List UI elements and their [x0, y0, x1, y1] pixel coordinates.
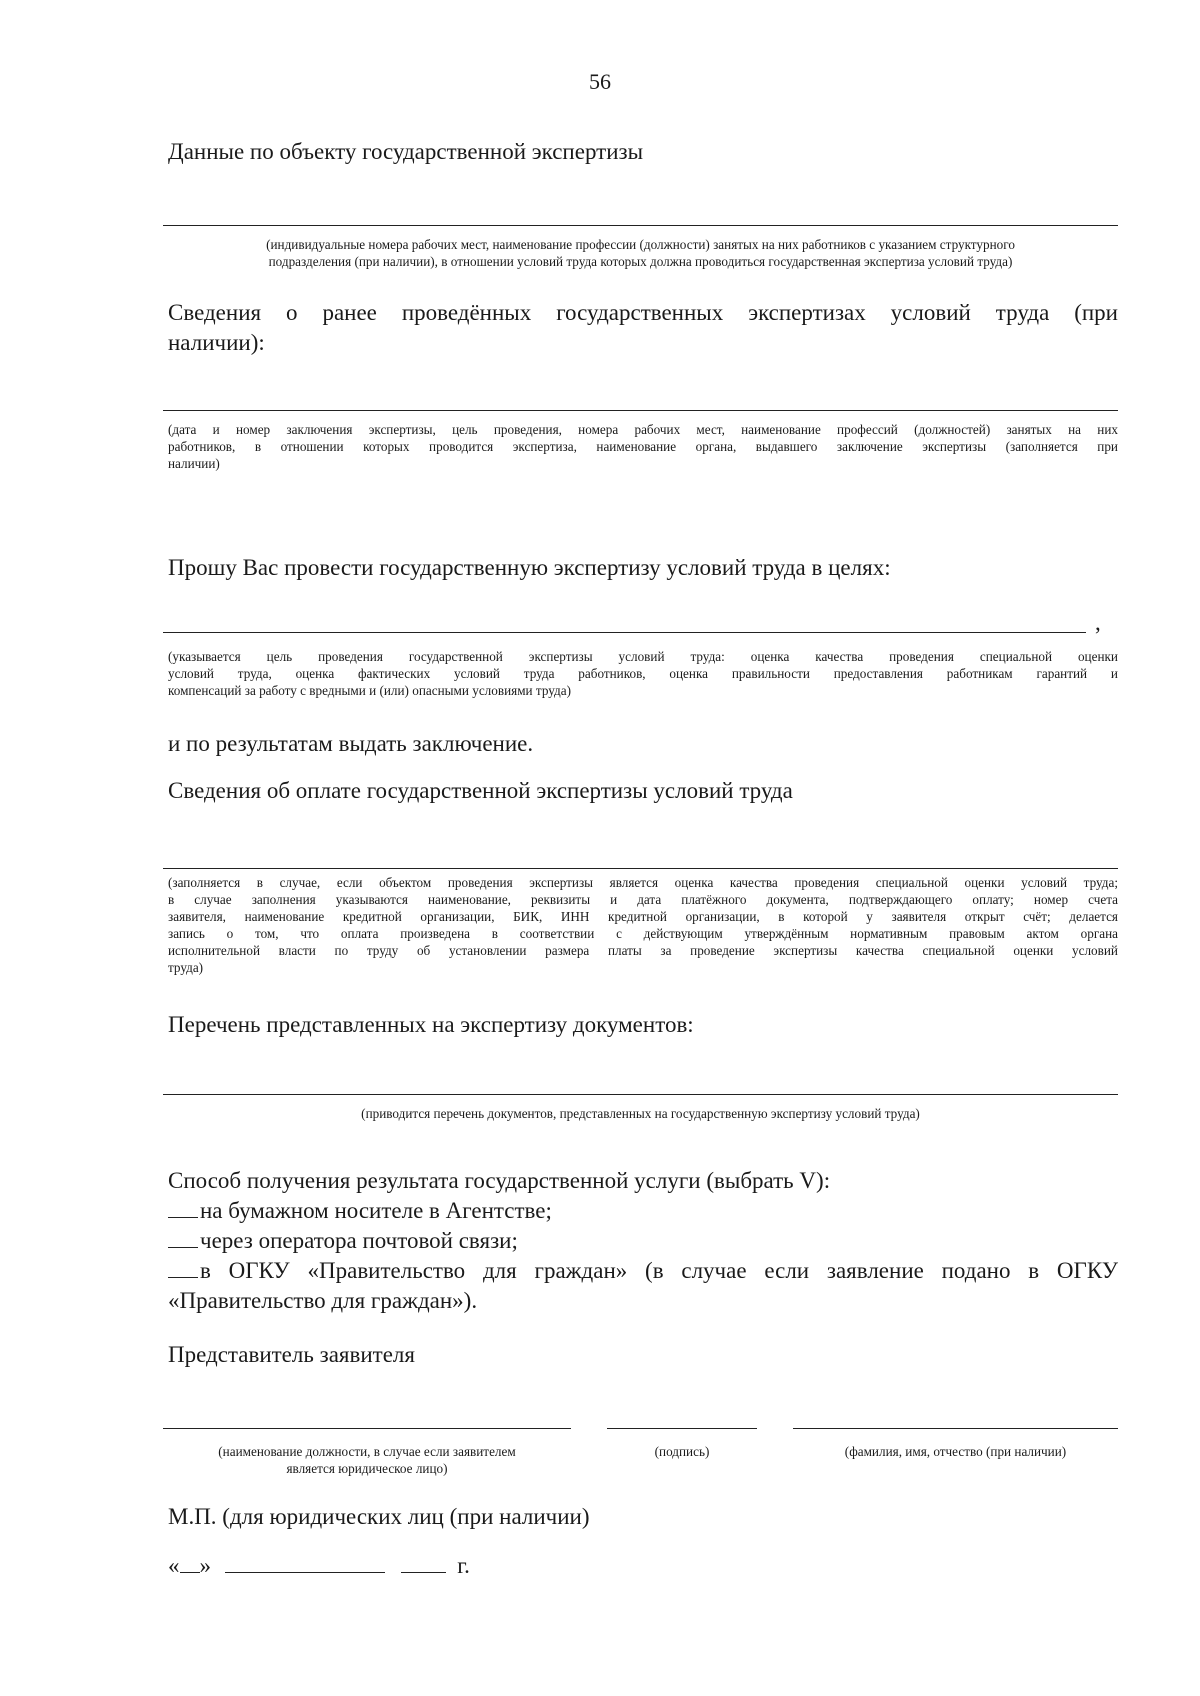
object-data-hint: (индивидуальные номера рабочих мест, наименование профессии (должности) занятых на них работников с указанием структурного подразделения (при наличии), в отношении условий труда которых должна проводиться государственная экспертиза условий труда): [266, 237, 1015, 269]
date-line: [168, 1551, 470, 1581]
position-fill-line[interactable]: [163, 1428, 571, 1429]
date-open-quote: «: [168, 1553, 180, 1578]
delivery-method-heading: Способ получения результата государственной услуги (выбрать V):: [168, 1168, 831, 1193]
option-ogku-continuation: «Правительство для граждан»).: [168, 1288, 478, 1313]
previous-expertise-hint: (дата и номер заключения экспертизы, цель проведения, номера рабочих мест, наименование профессий (должностей) занятых на них работников, в отношении которых проводится экспертиза, наименование органа, выдавшего заключение экспертизы (заполняется при наличии): [168, 422, 1118, 471]
previous-expertise-fill-line[interactable]: [163, 410, 1118, 411]
representative-heading: Представитель заявителя: [168, 1342, 415, 1367]
page-number: 56: [589, 69, 611, 94]
payment-hint: (заполняется в случае, если объектом проведения экспертизы является оценка качества проведения специальной оценки условий труда; в случае заполнения указываются наименование, реквизиты и дата платёжного документа, подтверждающего оплату; номер счета заявителя, наименование кредитной организации, БИК, ИНН кредитной организации, в которой у заявителя открыт счёт; делается запись о том, что оплата произведена в соответствии с действующим утверждённым нормативным правовым актом органа исполнительной власти по труду об установлении размера платы за проведение экспертизы качества специальной оценки условий труда): [168, 875, 1118, 975]
option-ogku[interactable]: в ОГКУ «Правительство для граждан» (в случае если заявление подано в ОГКУ: [168, 1256, 1118, 1286]
option-paper[interactable]: на бумажном носителе в Агентстве;: [168, 1196, 1118, 1226]
date-close-quote: »: [199, 1553, 211, 1578]
position-hint: (наименование должности, в случае если заявителем является юридическое лицо): [218, 1444, 516, 1476]
signature-fill-line[interactable]: [607, 1428, 757, 1429]
signature-hint: (подпись): [654, 1444, 710, 1459]
payment-fill-line[interactable]: [163, 868, 1118, 869]
purpose-hint: (указывается цель проведения государственной экспертизы условий труда: оценка качества проведения специальной оценки условий труда, оценка фактических условий труда работников, оценка правильности предоставления работникам гарантий и компенсаций за работу с вредными и (или) опасными условиями труда): [168, 649, 1118, 698]
option-post-checkbox[interactable]: [168, 1227, 198, 1248]
date-day-field[interactable]: [180, 1552, 200, 1573]
previous-expertise-heading: Сведения о ранее проведённых государственных экспертизах условий труда (при наличии):: [168, 300, 1118, 355]
payment-heading: Сведения об оплате государственной экспертизы условий труда: [168, 778, 793, 803]
date-year-suffix: г.: [457, 1553, 470, 1578]
date-month-field[interactable]: [225, 1552, 385, 1573]
documents-heading: Перечень представленных на экспертизу документов:: [168, 1012, 694, 1037]
option-ogku-checkbox[interactable]: [168, 1257, 198, 1278]
object-data-fill-line[interactable]: [163, 225, 1118, 226]
documents-hint: (приводится перечень документов, представленных на государственную экспертизу условий труда): [361, 1106, 920, 1121]
option-post[interactable]: через оператора почтовой связи;: [168, 1226, 1118, 1256]
name-hint: (фамилия, имя, отчество (при наличии): [844, 1444, 1067, 1459]
documents-fill-line[interactable]: [163, 1094, 1118, 1095]
request-continuation: и по результатам выдать заключение.: [168, 731, 534, 756]
date-year-field[interactable]: [401, 1552, 446, 1573]
stamp-label: М.П. (для юридических лиц (при наличии): [168, 1504, 590, 1529]
purpose-comma: ,: [1095, 610, 1101, 635]
delivery-method-block: [168, 1166, 1118, 1316]
option-paper-checkbox[interactable]: [168, 1197, 198, 1218]
object-data-heading: Данные по объекту государственной экспертизы: [168, 139, 644, 164]
purpose-fill-line[interactable]: [163, 632, 1086, 633]
request-heading: Прошу Вас провести государственную экспертизу условий труда в целях:: [168, 555, 891, 580]
name-fill-line[interactable]: [793, 1428, 1118, 1429]
